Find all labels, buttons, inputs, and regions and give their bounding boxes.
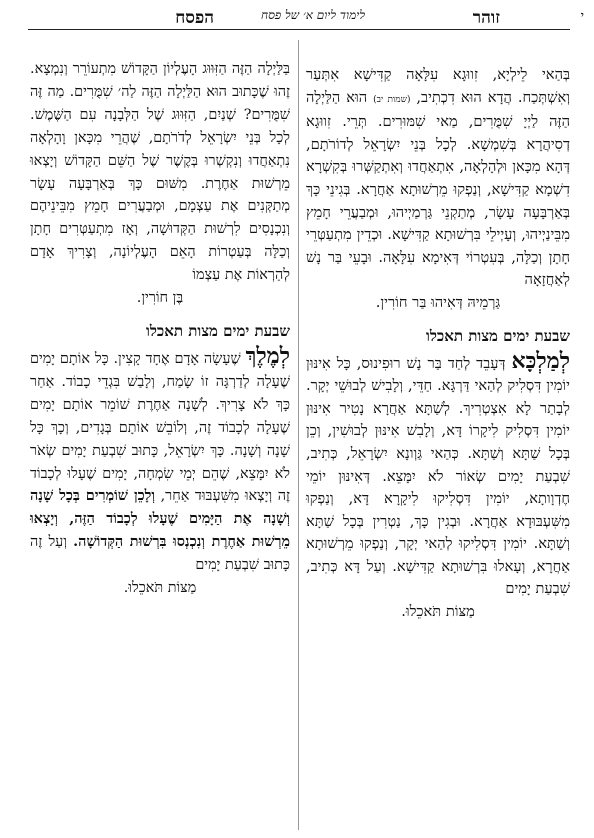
hebrew-column [30,58,290,600]
book-title: זוהר [472,8,500,28]
hebrew-paragraph-1-text: בַּלַּיְלָה הַזֶּה הַזִּוּוּג הָעֶלְיוֹן הַקָּדוֹשׁ מִתְעוֹרֵר וְנִמְצָא. זֶהוּ שֶׁכָּתוּב הוּא הַלַּיְלָה הַזֶּה לַה׳ שִׁמֻּרִים. מַה זֶּה שִׁמֻּרִים? שְׁנַיִם, הַזִּוּוּג שֶׁל הַלְּבָנָה עִם הַשֶּׁמֶשׁ. לְכָל בְּנֵי יִשְׂרָאֵל לְדֹרֹתָם, שֶׁהֲרֵי מִכָּאן וָהָלְאָה נִתְאַחֲדוּ וְנִקְשְׁרוּ בְּקֶשֶׁר שֶׁל הַשֵּׁם הַקָּדוֹשׁ וְיָצְאוּ מֵרְשׁוּת אַחֶרֶת. מִשּׁוּם כָּךְ בְּאַרְבָּעָה עָשָׂר מְתַקְּנִים אֶת עַצְמָם, וּמְבַעֲרִים חָמֵץ מִבֵּינֵיהֶם וְנִכְנָסִים לִרְשׁוּת הַקְּדוּשָׁה, וְאָז מִתְעַטְּרִים חָתָן וְכַלָּה בְּעַטְרוֹת הָאֵם הָעֶלְיוֹנָה, וְצָרִיךְ אָדָם לְהַרְאוֹת אֶת עַצְמוֹ [30,61,290,284]
aramaic-section-heading: שבעת ימים מצות תאכלו [426,326,570,345]
column-divider [298,40,299,830]
aramaic-column [306,64,570,624]
aramaic-paragraph-2-last-line: מַצּוֹת תֹּאכֵלוּ. [401,603,475,621]
aramaic-paragraph-1-last-line: גַּרְמֵיהּ דְּאִיהוּ בַּר חוֹרִין. [375,293,501,311]
hebrew-paragraph-2-last-line: מַצּוֹת תֹּאכֵלוּ. [123,580,197,597]
aramaic-paragraph-2 [306,347,571,602]
hebrew-paragraph-2-bold: וְלָכֵן שׁוֹמְרִים בְּכָל שָׁנָה וְשָׁנָה אֶת הַיָּמִים שֶׁעָלוּ לְכָבוֹד הַזֶּה, וְיָצְאוּ מֵרְשׁוּת אַחֶרֶת וְנִכְנְסוּ בִּרְשׁוּת הַקְּדוֹשָׁה. [30,487,290,551]
verse-reference: (שמות יב) [373,94,411,105]
header-subtitle: לימוד ליום א׳ של פסח [260,8,365,22]
section-title: הפסח [175,8,214,28]
hebrew-paragraph-1-last-line: בֶּן חוֹרִין. [136,290,184,307]
aramaic-opening-word: לְמַלְכָּא [511,347,571,374]
hebrew-section-heading: שבעת ימים מצות תאכלו [146,321,290,340]
hebrew-paragraph-2-text: שֶׁעָשָׂה אָדָם אֶחָד קָצִין. כָּל אוֹתָם יָמִים שֶׁעָלָה לְדַרְגָּה זוֹ שָׂמַח, וְלָבַשׁ בִּגְדֵי כָבוֹד. אַחַר כָּךְ לֹא צָרִיךְ. לְשָׁנָה אַחֶרֶת שׁוֹמֵר אוֹתָם יָמִים שֶׁעָלָה לְכָבוֹד זֶה, וְלוֹבֵשׁ אוֹתָם בְּגָדִים, וְכָךְ כָּל שָׁנָה וְשָׁנָה. כָּךְ יִשְׂרָאֵל, כָּתוּב שִׁבְעַת יָמִים שְׂאֹר לֹא יִמָּצֵא, שֶׁהֵם יְמֵי שִׂמְחָה, יָמִים שֶׁעָלוּ לְכָבוֹד זֶה וְיָצְאוּ מִשִּׁעְבּוּד אַחֵר, [30,350,290,505]
hebrew-paragraph-2 [30,342,290,577]
hebrew-paragraph-1 [30,58,290,287]
page-header [28,7,584,30]
aramaic-paragraph-1-text: בְּהַאי לֵילְיָא, זִווּגָא עִלָּאָה קַדִּישָׁא אִתְּעַר וְאִשְׁתְּכַח. הֲדָא הוּא דִכְתִיב, (שמות יב) הוּא הַלַּיְלָה הַזֶּה לַיְיָ שִׁמֻּרִים, מַאי שִׁמּוּרִים. תְּרֵי. זִווּגָא דְסִיהֲרָא בְּשִׁמְשָׁא. לְכָל בְּנֵי יִשְׂרָאֵל לְדוֹרֹתָם, דְּהָא מִכָּאן וּלְהָלְאָה, אִתְאַחֲדוּ וְאִתְקַשְּׁרוּ בְּקִשְׁרָא דִשְׁמָא קַדִּישָׁא, וְנַפְקוּ מֵרְשׁוּתָא אַחֲרָא. בְּגִינֵי כָּךְ בְּאַרְבָּעָה עָשָׂר, מְתַקְנֵי גַּרְמַיְיהוּ, וּמְבַעֲרֵי חָמֵץ מִבֵּינַיְיהוּ, וְעָיְילֵי בִּרְשׁוּתָא קַדִּישָׁא. וּכְדֵין מִתְעַטְּרֵי חָתָן וְכַלָּה, בְּעִטְרוֹי דְּאִימָא עִלָּאָה. וּבָעֵי בַּר נָשׁ לְאַחֲזָאָה [306,66,570,289]
hebrew-paragraph-2-tail: וְעַל זֶה כָּתוּב שִׁבְעַת יָמִים [30,534,290,574]
aramaic-paragraph-1 [306,64,570,292]
page-number: י [580,9,584,24]
aramaic-paragraph-2-text: דְּעָבֵד לְחַד בַּר נָשׁ רוּפִינוּס, כָּל אִינּוּן יוֹמִין דִּסְלִיק לְהַאי דַּרְגָּא. חַדֵּי, וְלָבִישׁ לְבוּשֵׁי יְקָר. לְבָתַר לָא אִצְטְרִיךְ. לְשַׁתָּא אַחֲרָא נָטִיר אִינּוּן יוֹמִין דִּסְלִיק לִיקָרוֹ דָּא, וְלָבִשׁ אִינּוּן לְבוּשִׁין, וְכֵן בְּכָל שַׁתָּא וְשַׁתָּא. כְּהַאי גַּוְונָא יִשְׂרָאֵל, כְּתִיב, שִׁבְעַת יָמִים שְׂאוֹר לֹא יִמָּצֵא. דְּאִינּוּן יוֹמֵי חֶדְוָותָא, יוֹמִין דִּסְלִיקוּ לִיקָרָא דָּא, וְנַפְקוּ מִשִּׁעְבּוּדָא אַחֲרָא. וּבְגִין כָּךְ, נַטְרִין בְּכָל שַׁתָּא וְשַׁתָּא. יוֹמִין דִּסְלִיקוּ לְהַאי יְקָר, וְנַפְקוּ מֵרְשׁוּתָא אַחֲרָא, וְעָאלוּ בִּרְשׁוּתָא קַדִּישָׁא. וְעַל דָּא כְּתִיב, שִׁבְעַת יָמִים [306,354,570,598]
hebrew-opening-word: לְמֶלֶךְ [245,342,290,369]
